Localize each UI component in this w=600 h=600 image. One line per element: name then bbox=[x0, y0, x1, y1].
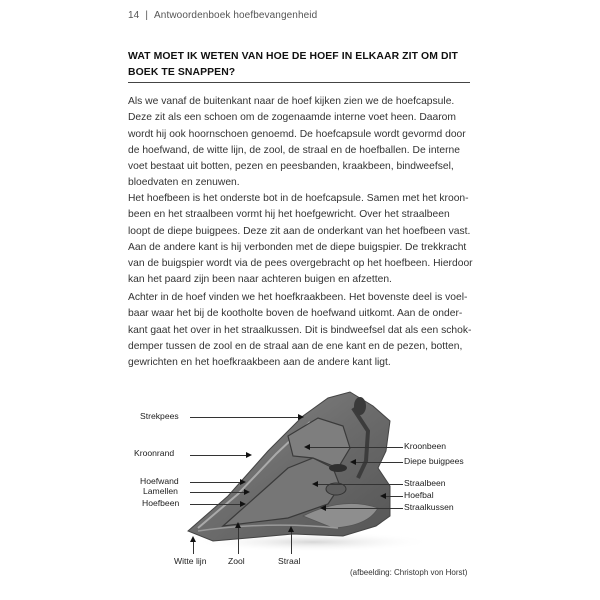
label-straalkussen: Straalkussen bbox=[404, 502, 454, 512]
book-title: Antwoordenboek hoefbevangenheid bbox=[154, 10, 318, 21]
label-hoefbeen: Hoefbeen bbox=[142, 498, 180, 508]
pointer-line bbox=[386, 496, 403, 497]
paragraph-hoefcapsule: Als we vanaf de buitenkant naar de hoef kijken zien we de hoefcapsule. Deze zit als een schoen om de zogenaamde interne voet heen. Daarom wordt hij ook hoornschoen genoemd. De hoefcapsule wordt gevormd door de hoefwand, de witte lijn, de zool, de straal en de hoefballen. De interne voet bestaat uit botten, pezen en peesbanden, kraakbeen, bindweefsel, bloedvaten en zenuwen. bbox=[128, 96, 466, 189]
arrow-icon bbox=[304, 444, 310, 450]
label-witte-lijn: Witte lijn bbox=[174, 556, 207, 566]
pointer-line bbox=[324, 508, 403, 509]
section-title: WAT MOET IK WETEN VAN HOE DE HOEF IN ELKAAR ZIT OM DIT BOEK TE SNAPPEN? bbox=[128, 49, 470, 83]
hoof-cross-section-illustration bbox=[128, 376, 478, 576]
label-hoefbal: Hoefbal bbox=[404, 490, 434, 500]
paragraph-hoefkraakbeen: Achter in de hoef vinden we het hoefkraakbeen. Het bovenste deel is voel-baar waar het bij de kootholte boven de hoefwand uitkomt. Aan de onder-kant gaat het over in het straalkussen. Dit is bindweefsel dat als een schok-demper tussen de zool en de straal aan de ene kant en de pezen, botten, gewrichten en het hoefkraakbeen aan de andere kant ligt. bbox=[128, 292, 472, 369]
pointer-line bbox=[190, 417, 300, 418]
label-straalbeen: Straalbeen bbox=[404, 478, 446, 488]
pointer-line bbox=[190, 492, 246, 493]
label-kroonbeen: Kroonbeen bbox=[404, 441, 447, 451]
arrow-icon bbox=[312, 481, 318, 487]
arrow-icon bbox=[320, 505, 326, 511]
arrow-icon bbox=[246, 452, 252, 458]
pointer-line bbox=[190, 504, 242, 505]
label-hoefwand: Hoefwand bbox=[140, 476, 179, 486]
pointer-line bbox=[354, 462, 403, 463]
label-kroonrand: Kroonrand bbox=[134, 448, 175, 458]
pointer-line bbox=[193, 542, 194, 554]
page-number: 14 bbox=[128, 10, 140, 21]
arrow-icon bbox=[380, 493, 386, 499]
arrow-icon bbox=[244, 489, 250, 495]
label-zool: Zool bbox=[228, 556, 245, 566]
arrow-icon bbox=[298, 414, 304, 420]
pointer-line bbox=[308, 447, 403, 448]
pointer-line bbox=[238, 528, 239, 554]
hoof-cross-section-figure bbox=[128, 376, 478, 576]
label-diepe-buigpees: Diepe buigpees bbox=[404, 456, 464, 466]
running-header bbox=[128, 10, 317, 21]
label-strekpees: Strekpees bbox=[140, 411, 179, 421]
pointer-line bbox=[190, 482, 242, 483]
label-straal: Straal bbox=[278, 556, 301, 566]
arrow-icon bbox=[350, 459, 356, 465]
arrow-icon bbox=[240, 479, 246, 485]
image-credit: (afbeelding: Christoph von Horst) bbox=[350, 568, 468, 577]
paragraph-hoefbeen: Het hoefbeen is het onderste bot in de hoefcapsule. Samen met het kroon-been en het straalbeen vormt hij het hoefgewricht. Over het straalbeen loopt de diepe buigpees. Deze zit aan de onderkant van het hoefbeen vast. Aan de andere kant is hij verbonden met de diepe buigspier. De trekkracht van de buigspier wordt via de pees overgebracht op het hoefbeen. Hierdoor kan het paard zijn been naar achteren buigen en afzetten. bbox=[128, 193, 473, 286]
pointer-line bbox=[316, 484, 403, 485]
pointer-line bbox=[291, 532, 292, 554]
pointer-line bbox=[190, 455, 248, 456]
arrow-icon bbox=[240, 501, 246, 507]
header-separator: | bbox=[145, 10, 149, 21]
label-lamellen: Lamellen bbox=[143, 486, 178, 496]
